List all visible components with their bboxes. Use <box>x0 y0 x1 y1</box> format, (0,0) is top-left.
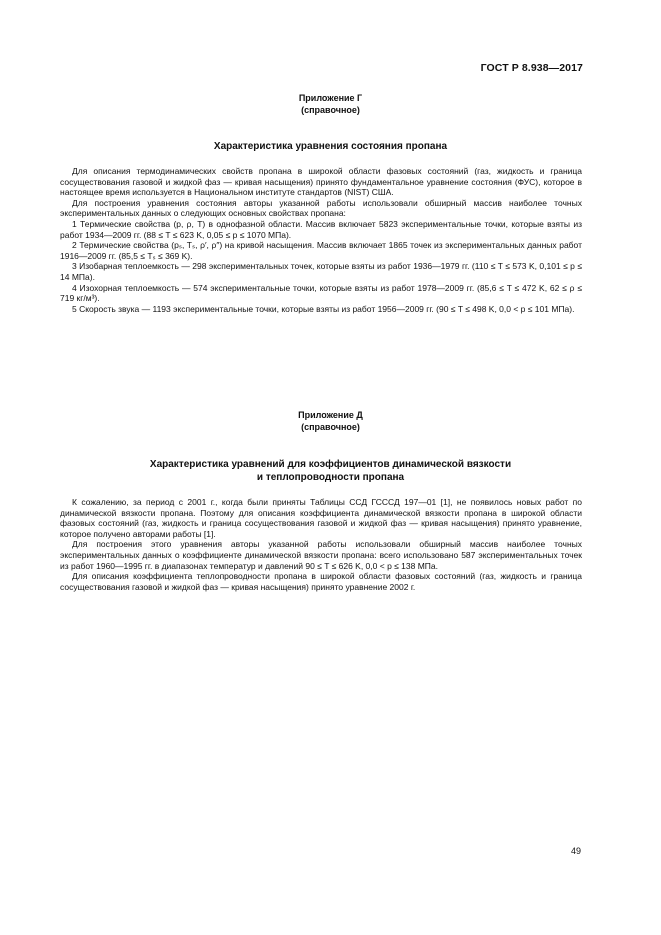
appendix-d-paragraph-2: Для построения этого уравнения авторы указанной работы использовали обширный массив наиболее точных экспериментальных данных о коэффициенте динамической вязкости пропана: всего использовано 587 экспериментальных точек из работ 1960—1995 гг. в диапазонах температур и давлений 90 ≤ T ≤ 626 K, 0,0 < p ≤ 138 МПа. <box>60 539 582 571</box>
appendix-d-title-line-1: Характеристика уравнений для коэффициентов динамической вязкости <box>149 459 512 470</box>
appendix-g-paragraph-4: 2 Термические свойства (pₛ, Tₛ, ρ′, ρ″) на кривой насыщения. Массив включает 1865 точек из экспериментальных данных работ 1916—2009 гг. (85,5 ≤ Tₛ ≤ 369 K). <box>60 240 582 261</box>
appendix-g-paragraph-7: 5 Скорость звука — 1193 экспериментальные точки, которые взяты из работ 1956—2009 гг. (90 ≤ T ≤ 498 K, 0,0 < p ≤ 101 МПа). <box>72 303 575 314</box>
appendix-g-label: Приложение Г <box>298 93 363 103</box>
appendix-d-label: Приложение Д <box>298 410 363 420</box>
appendix-g-paragraph-3: 1 Термические свойства (p, ρ, T) в однофазной области. Массив включает 5823 экспериментальные точки, которые взяты из работ 1934—2009 гг. (88 ≤ T ≤ 623 K, 0,05 ≤ p ≤ 1070 МПа). <box>60 218 582 240</box>
document-code: ГОСТ Р 8.938—2017 <box>480 62 583 74</box>
appendix-d-paragraph-3: Для описания коэффициента теплопроводности пропана в широкой области фазовых состояний (газ, жидкость и граница сосуществования газовой и жидкой фаз — кривая насыщения) принято уравнение 2002 г. <box>60 571 582 592</box>
appendix-g-title <box>0 140 661 153</box>
appendix-g-paragraph-1: Для описания термодинамических свойств пропана в широкой области фазовых состояний (газ, жидкость и граница сосуществования газовой и жидкой фаз — кривая насыщения) принято фундаментальное уравнение состояния (ФУС), которое в настоящее время используется в Национальном институте стандартов (NIST) США. <box>60 166 582 198</box>
appendix-g-paragraph-6: 4 Изохорная теплоемкость — 574 экспериментальные точки, которые взяты из работ 1978—2009 гг. (85,6 ≤ T ≤ 472 K, 62 ≤ ρ ≤ 719 кг/м³). <box>60 282 582 304</box>
page-number: 49 <box>570 846 581 856</box>
appendix-d-title <box>0 458 661 484</box>
appendix-g-body <box>60 166 582 314</box>
appendix-d-body <box>60 497 582 592</box>
appendix-g-note: (справочное) <box>301 104 360 115</box>
appendix-g-paragraph-5: 3 Изобарная теплоемкость — 298 экспериментальных точек, которые взяты из работ 1936—1979 гг. (110 ≤ T ≤ 573 K, 0,101 ≤ p ≤ 14 МПа). <box>60 261 582 282</box>
appendix-g-title-text: Характеристика уравнения состояния пропана <box>213 141 448 152</box>
appendix-g-paragraph-2: Для построения уравнения состояния авторы указанной работы использовали обширный массив наиболее точных экспериментальных данных о следующих основных свойствах пропана: <box>60 197 582 219</box>
appendix-d-note: (справочное) <box>301 421 360 432</box>
appendix-d-title-line-2: и теплопроводности пропана <box>256 472 405 483</box>
appendix-g-heading <box>0 93 661 116</box>
appendix-d-paragraph-1: К сожалению, за период с 2001 г., когда были приняты Таблицы ССД ГСССД 197—01 [1], не появилось новых работ по динамической вязкости пропана. Поэтому для описания коэффициента динамической вязкости пропана в широкой области фазовых состояний (газ, жидкость и граница сосуществования газовой и жидкой фаз — кривая насыщения) принято уравнение, которое получено авторами работы [1]. <box>60 497 582 539</box>
appendix-d-heading <box>0 410 661 433</box>
